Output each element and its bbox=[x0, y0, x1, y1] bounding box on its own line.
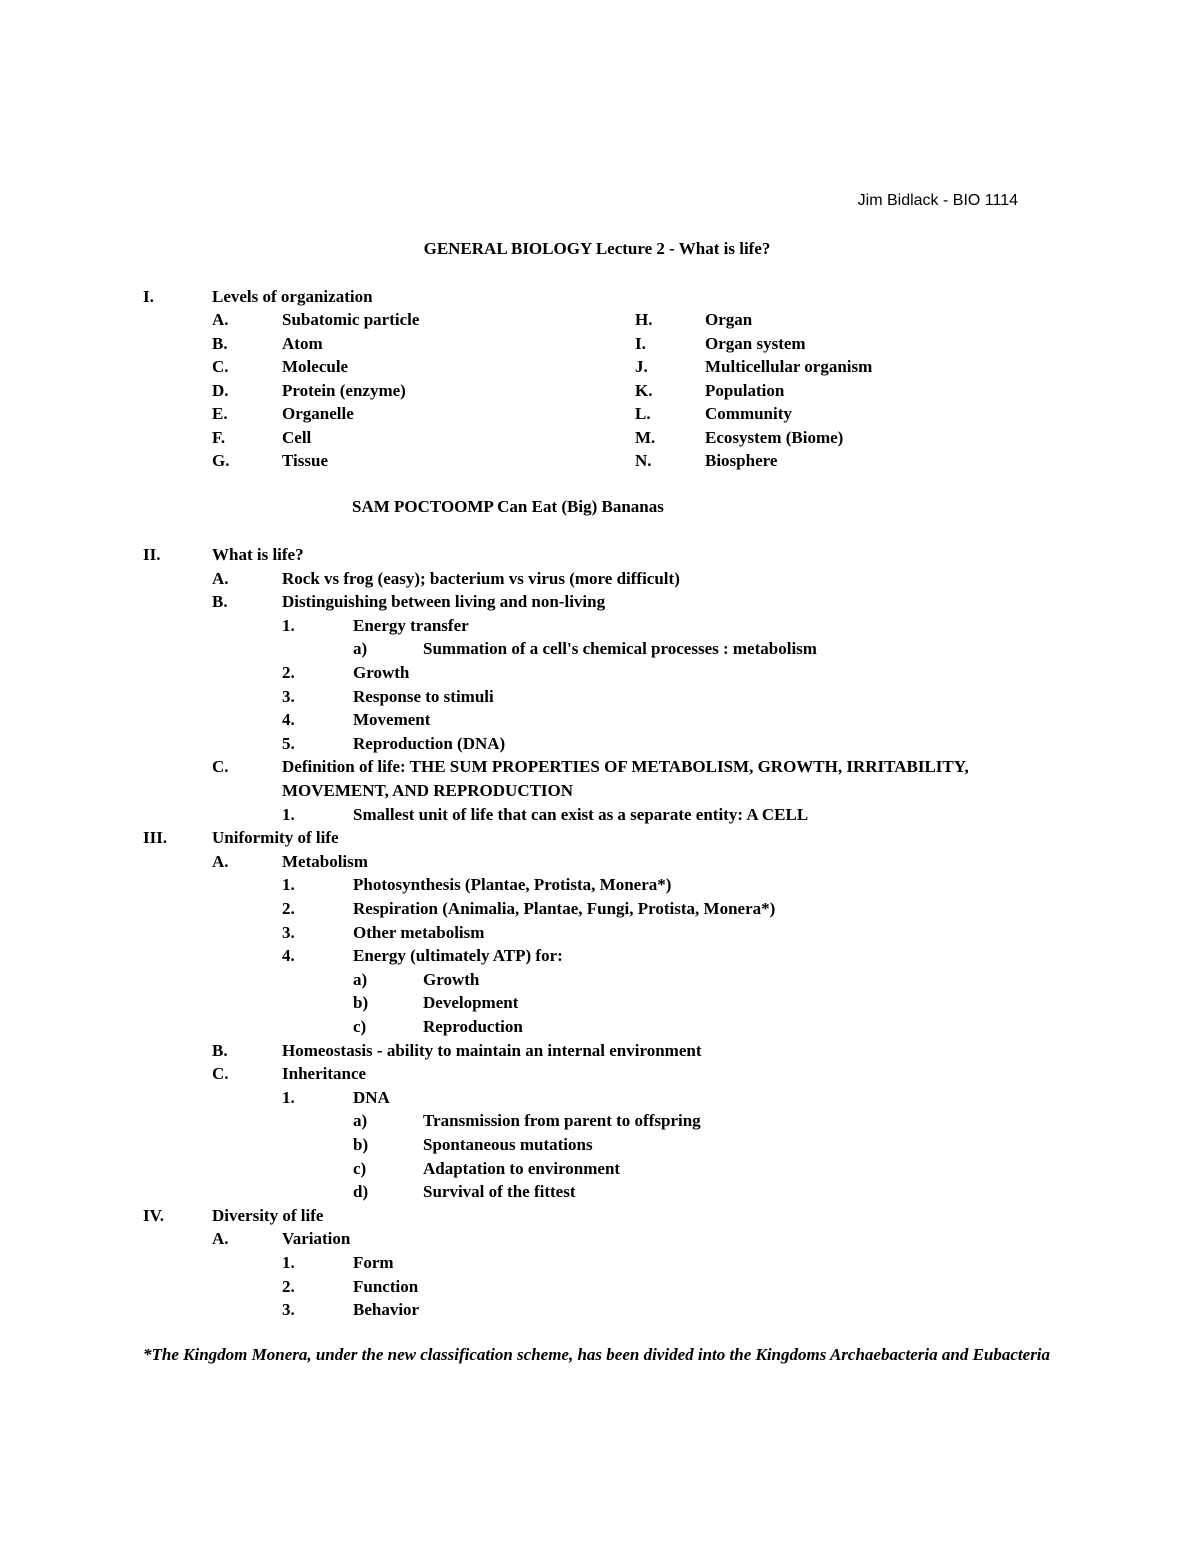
outline-text: Definition of life: THE SUM PROPERTIES OF METABOLISM, GROWTH, IRRITABILITY, bbox=[282, 757, 969, 777]
outline-text: MOVEMENT, AND REPRODUCTION bbox=[282, 781, 574, 800]
outline-text: Function bbox=[353, 1276, 419, 1296]
outline-text: Uniformity of life bbox=[212, 828, 339, 848]
outline-marker: d) bbox=[353, 1182, 369, 1202]
outline-text: What is life? bbox=[212, 545, 304, 564]
outline-text: Metabolism bbox=[282, 851, 368, 871]
mnemonic: SAM POCTOOMP Can Eat (Big) Bananas bbox=[352, 497, 664, 516]
outline-marker: 1. bbox=[282, 1253, 295, 1272]
outline-text: Survival of the fittest bbox=[423, 1182, 576, 1202]
outline-text: Energy transfer bbox=[353, 615, 469, 635]
outline-text: Form bbox=[353, 1253, 394, 1272]
outline-text: Atom bbox=[282, 333, 323, 353]
outline-text: Other metabolism bbox=[353, 922, 485, 942]
outline-text: Molecule bbox=[282, 357, 349, 376]
outline-marker: IV. bbox=[143, 1205, 164, 1225]
outline-text: Rock vs frog (easy); bacterium vs virus (more difficult) bbox=[282, 568, 680, 588]
outline-marker: c) bbox=[353, 1017, 367, 1036]
outline-text: Summation of a cell's chemical processes : metabolism bbox=[423, 639, 817, 659]
outline-text: Protein (enzyme) bbox=[282, 380, 406, 400]
outline-text: Organelle bbox=[282, 404, 354, 423]
outline-text: Variation bbox=[282, 1229, 351, 1249]
outline-marker: H. bbox=[635, 310, 653, 329]
outline-marker: I. bbox=[635, 333, 646, 353]
outline-text: DNA bbox=[353, 1087, 390, 1107]
outline-text: Response to stimuli bbox=[353, 686, 494, 706]
outline-text: Development bbox=[423, 993, 519, 1013]
outline-marker: C. bbox=[212, 1064, 229, 1084]
document-title bbox=[0, 239, 1200, 259]
outline-marker: B. bbox=[212, 1040, 228, 1060]
outline-marker: F. bbox=[212, 427, 226, 447]
outline-marker: 1. bbox=[282, 615, 295, 635]
outline-text: Community bbox=[705, 404, 792, 423]
outline-marker: 2. bbox=[282, 899, 295, 918]
outline-marker: 1. bbox=[282, 1087, 295, 1107]
outline-marker: III. bbox=[143, 828, 168, 848]
outline-text: Inheritance bbox=[282, 1064, 367, 1084]
outline-marker: G. bbox=[212, 451, 230, 470]
outline-text: Adaptation to environment bbox=[423, 1158, 621, 1178]
outline-text: Tissue bbox=[282, 451, 328, 470]
outline-marker: 3. bbox=[282, 686, 295, 706]
outline-marker: b) bbox=[353, 1135, 369, 1154]
outline-text: Spontaneous mutations bbox=[423, 1135, 593, 1154]
outline-text: Diversity of life bbox=[212, 1205, 324, 1225]
outline-marker: K. bbox=[635, 380, 653, 400]
outline-marker: A. bbox=[212, 1229, 229, 1249]
outline-text: Behavior bbox=[353, 1300, 420, 1320]
outline-marker: 1. bbox=[282, 875, 295, 895]
outline-marker: 1. bbox=[282, 804, 295, 824]
outline-marker: C. bbox=[212, 357, 229, 376]
outline-text: Energy (ultimately ATP) for: bbox=[353, 946, 563, 966]
outline-marker: L. bbox=[635, 404, 651, 423]
outline-text: Organ bbox=[705, 310, 753, 329]
outline-marker: E. bbox=[212, 404, 228, 423]
outline-marker: 3. bbox=[282, 1300, 295, 1320]
author-line: Jim Bidlack - BIO 1114 bbox=[857, 192, 1018, 209]
outline-text: Movement bbox=[353, 710, 431, 730]
outline-marker: J. bbox=[635, 357, 648, 376]
section-numeral: I. bbox=[143, 287, 154, 306]
outline-text: Homeostasis - ability to maintain an internal environment bbox=[282, 1040, 702, 1060]
outline-marker: a) bbox=[353, 639, 368, 659]
outline-marker: 4. bbox=[282, 946, 295, 966]
outline-text: Cell bbox=[282, 427, 312, 447]
outline-text: Growth bbox=[353, 663, 410, 682]
outline-marker: 4. bbox=[282, 710, 295, 730]
outline-marker: II. bbox=[143, 545, 161, 564]
outline-text: Smallest unit of life that can exist as a separate entity: A CELL bbox=[353, 804, 809, 824]
outline-text: Distinguishing between living and non-living bbox=[282, 592, 606, 612]
outline-marker: N. bbox=[635, 451, 652, 470]
outline-marker: c) bbox=[353, 1158, 367, 1178]
outline-marker: a) bbox=[353, 1111, 368, 1131]
outline-marker: A. bbox=[212, 568, 229, 588]
outline-marker: b) bbox=[353, 993, 369, 1013]
outline-text: Biosphere bbox=[705, 451, 778, 470]
outline-text: Reproduction bbox=[423, 1017, 523, 1036]
outline-marker: B. bbox=[212, 592, 228, 612]
outline-marker: B. bbox=[212, 333, 228, 353]
outline-marker: 2. bbox=[282, 663, 295, 682]
outline-text: Reproduction (DNA) bbox=[353, 733, 506, 753]
outline-text: Ecosystem (Biome) bbox=[705, 427, 844, 447]
outline-marker: M. bbox=[635, 427, 656, 447]
outline-text: Organ system bbox=[705, 333, 806, 353]
outline-text: Subatomic particle bbox=[282, 310, 420, 329]
section-heading: Levels of organization bbox=[212, 287, 373, 306]
outline-marker: 3. bbox=[282, 922, 295, 942]
outline-text: Multicellular organism bbox=[705, 357, 873, 376]
outline-marker: C. bbox=[212, 757, 229, 777]
footnote: *The Kingdom Monera, under the new classification scheme, has been divided into the Kingdoms Archaebacteria and Eubacteria bbox=[143, 1345, 1051, 1364]
outline-text: Transmission from parent to offspring bbox=[423, 1111, 701, 1131]
outline-text: Photosynthesis (Plantae, Protista, Monera*) bbox=[353, 875, 672, 895]
document-title-text: GENERAL BIOLOGY Lecture 2 - What is life? bbox=[423, 239, 771, 258]
outline-text: Respiration (Animalia, Plantae, Fungi, Protista, Monera*) bbox=[353, 899, 776, 918]
outline-marker: A. bbox=[212, 851, 229, 871]
outline-marker: 2. bbox=[282, 1276, 295, 1296]
outline-text: Population bbox=[705, 380, 785, 400]
outline-marker: 5. bbox=[282, 733, 295, 753]
outline-text: Growth bbox=[423, 969, 480, 989]
outline-marker: A. bbox=[212, 310, 229, 329]
outline-marker: D. bbox=[212, 380, 229, 400]
outline-marker: a) bbox=[353, 969, 368, 989]
